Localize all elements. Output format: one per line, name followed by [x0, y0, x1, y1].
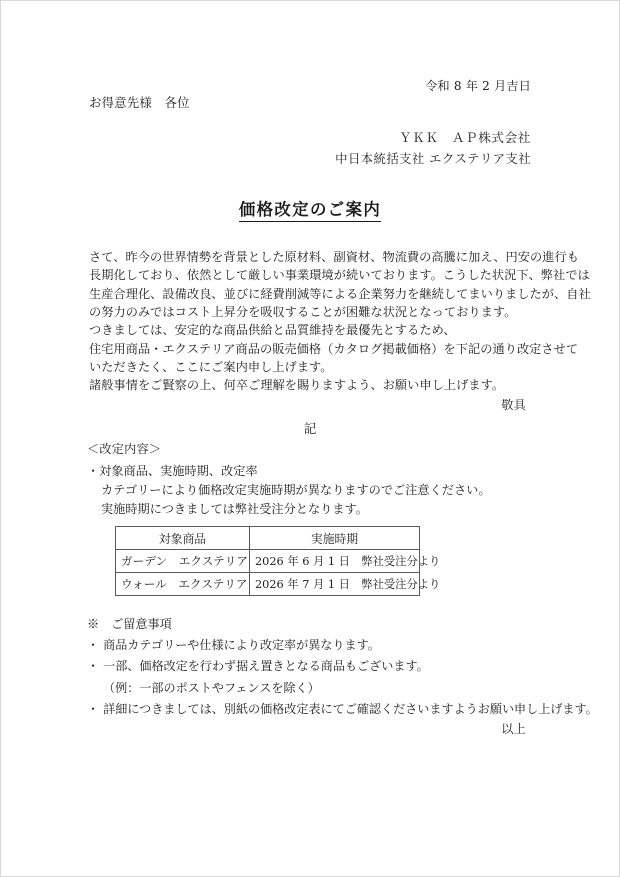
- sender-division: 中日本統括支社 エクステリア支社: [335, 151, 531, 166]
- sender-company: ＹＫＫ ＡＰ株式会社: [399, 130, 531, 145]
- table-cell-product: ガーデン エクステリア: [116, 550, 250, 573]
- note-line: [87, 699, 598, 720]
- section-heading: ＜改定内容＞: [87, 442, 162, 456]
- body-line: の努力のみではコスト上昇分を吸収することが困難な状況となっております。: [89, 305, 517, 320]
- end-marker: 以上: [501, 722, 526, 736]
- detail-line: カテゴリーにより価格改定実施時期が異なりますのでご注意ください。: [101, 483, 491, 498]
- notes-section: [87, 614, 598, 720]
- table-header-timing: 実施時期: [250, 527, 420, 550]
- body-line: つきましては、安定的な商品供給と品質維持を最優先とするため、: [89, 323, 456, 338]
- table-header-product: 対象商品: [116, 527, 250, 550]
- table-cell-timing: 2026 年 7 月 1 日 弊社受注分より: [250, 573, 420, 596]
- detail-line: 実施時期につきましては弊社受注分となります。: [101, 502, 368, 517]
- body-line: さて、昨今の世界情勢を背景とした原材料、副資材、物流費の高騰に加え、円安の進行も: [89, 250, 579, 264]
- notes-heading: ※ ご留意事項: [87, 617, 172, 631]
- note-line: [87, 635, 557, 656]
- ki-marker: 記: [303, 421, 317, 436]
- closing-keigu: 敬具: [501, 398, 526, 412]
- table-cell-product: ウォール エクステリア: [116, 573, 250, 596]
- note-bullet: ・: [87, 701, 100, 716]
- note-bullet: ・: [87, 638, 100, 653]
- document-sheet: [1, 1, 619, 876]
- body-text: [89, 248, 591, 395]
- table-cell-timing: 2026 年 6 月 1 日 弊社受注分より: [250, 550, 420, 573]
- note-line: [87, 656, 557, 677]
- note-text: （例：一部のポストやフェンスを除く）: [103, 680, 320, 695]
- note-line: [87, 678, 557, 699]
- detail-list: [87, 462, 547, 520]
- page-title-text: 価格改定のご案内: [239, 200, 381, 222]
- note-text: 一部、価格改定を行わず据え置きとなる商品もございます。: [103, 659, 429, 674]
- table-row: [116, 550, 420, 573]
- table-header-row: [116, 527, 420, 550]
- note-text: 詳細につきましては、別紙の価格改定表にてご確認くださいますようお願い申し上げます。: [103, 701, 598, 716]
- body-line: 諸般事情をご賢察の上、何卒ご理解を賜りますよう、お願い申し上げます。: [89, 378, 505, 393]
- page-title: [1, 196, 619, 220]
- body-line: 長期化しており、依然として厳しい事業環境が続いております。こうした状況下、弊社では: [89, 268, 590, 283]
- body-line: いただきたく、ここにご案内申し上げます。: [89, 360, 333, 375]
- note-text: 商品カテゴリーや仕様により改定率が異なります。: [103, 638, 380, 653]
- addressee-line: お得意先様 各位: [89, 95, 190, 110]
- body-line: 住宅用商品・エクステリア商品の販売価格（カタログ掲載価格）を下記の通り改定させて: [89, 341, 579, 356]
- schedule-table: [115, 526, 441, 596]
- note-bullet: ・: [87, 659, 100, 674]
- document-date: 令和 8 年 2 月吉日: [425, 79, 531, 93]
- detail-line: ・対象商品、実施時期、改定率: [87, 464, 258, 478]
- body-line: 生産合理化、設備改良、並びに経費削減等による企業努力を継続してまいりましたが、自社: [89, 286, 591, 301]
- table-row: [116, 573, 420, 596]
